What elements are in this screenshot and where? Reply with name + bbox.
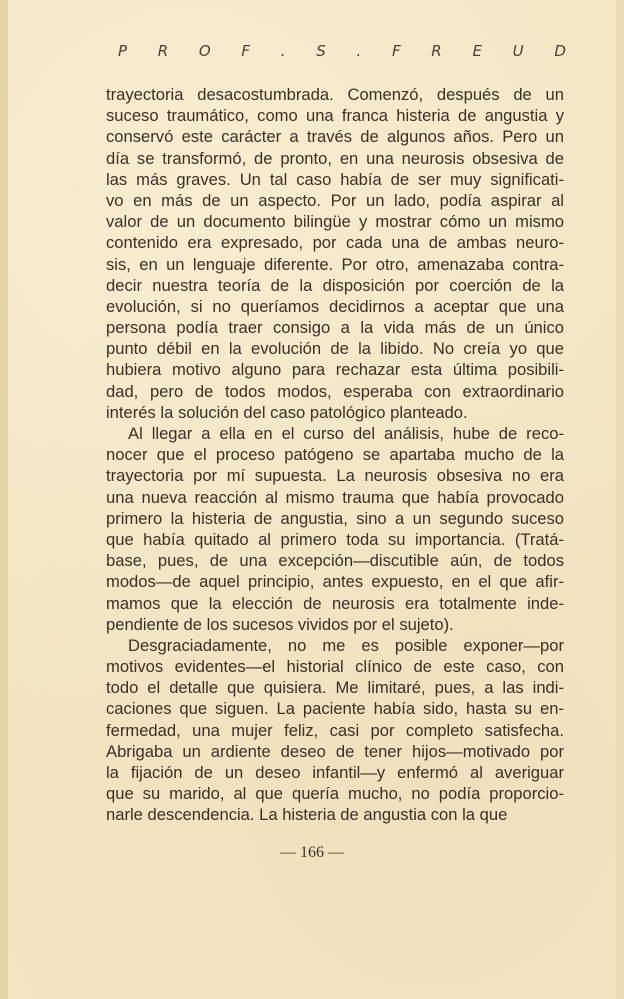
text-line: Al llegar a ella en el curso del análisis, hube de reco- <box>128 424 564 443</box>
running-head-letter: U <box>512 42 524 60</box>
text-line: base, pues, de una excepción—discutible aún, de todos <box>106 551 564 571</box>
text-line: día se transformó, de pronto, en una neurosis obsesiva de <box>106 148 564 168</box>
text-line: trayectoria desacostumbrada. Comenzó, después de un <box>106 85 564 104</box>
text-line: modos—de aquel principio, antes expuesto, en el que afir- <box>106 572 564 592</box>
text-line: contenido era expresado, por cada una de ambas neuro- <box>106 233 564 253</box>
text-line: evolución, si no queríamos decidirnos a aceptar que una <box>106 296 564 316</box>
running-head-letter: E <box>472 42 482 60</box>
running-head-letter: R <box>157 42 169 60</box>
text-line: decir nuestra teoría de la disposición por coerción de la <box>106 275 564 295</box>
text-line: las más graves. Un tal caso había de ser muy significati- <box>106 169 564 189</box>
text-line: pendiente de los sucesos vividos por el sujeto). <box>106 614 454 634</box>
running-head-letter: O <box>198 42 211 60</box>
running-head-letter: P <box>118 42 128 60</box>
text-line: Abrigaba un ardiente deseo de tener hijos—motivado por <box>106 741 564 761</box>
running-head-letter: F <box>391 42 401 60</box>
text-line: interés la solución del caso patológico planteado. <box>106 402 468 422</box>
text-line: suceso traumático, como una franca histeria de angustia y <box>106 106 564 126</box>
text-line: Desgraciadamente, no me es posible exponer—por <box>128 635 564 655</box>
paragraph <box>106 635 564 826</box>
text-line: mamos que la elección de neurosis era totalmente inde- <box>106 593 564 613</box>
text-line: que había quitado al primero toda su importancia. (Tratá- <box>106 529 564 549</box>
text-line: fermedad, una mujer feliz, casi por completo satisfecha. <box>106 720 564 740</box>
text-line: todo el detalle que quisiera. Me limitaré, pues, a las indi- <box>106 678 564 698</box>
text-line: trayectoria por mí supuesta. La neurosis obsesiva no era <box>106 466 564 486</box>
running-head <box>118 42 566 60</box>
text-line: que su marido, al que quería mucho, no podía proporcio- <box>106 784 564 804</box>
text-line: valor de un documento bilingüe y mostrar cómo un mismo <box>106 212 564 232</box>
paragraph <box>106 84 564 423</box>
text-line: hubiera motivo alguno para rechazar esta última posibili- <box>106 360 564 380</box>
text-line: una nueva reacción al mismo trauma que había provocado <box>106 487 564 507</box>
body-text <box>106 84 564 826</box>
text-line: punto débil en la evolución de la libido. No creía yo que <box>106 339 564 359</box>
running-head-letter: S <box>316 42 326 60</box>
running-head-letter: . <box>356 42 362 60</box>
text-line: persona podía traer consigo a la vida más de un único <box>106 318 564 338</box>
running-head-letter: F <box>241 42 251 60</box>
running-head-letter: . <box>280 42 286 60</box>
text-line: narle descendencia. La histeria de angustia con la que <box>106 805 508 825</box>
running-head-letter: R <box>431 42 442 60</box>
text-line: motivos evidentes—el historial clínico de este caso, con <box>106 657 564 677</box>
running-head-letter: D <box>554 42 566 60</box>
text-line: caciones que siguen. La paciente había sido, hasta su en- <box>106 699 564 719</box>
text-line: nocer que el proceso patógeno se apartaba mucho de la <box>106 445 564 465</box>
paragraph <box>106 423 564 635</box>
text-line: la fijación de un deseo infantil—y enfermó al averiguar <box>106 763 564 782</box>
text-line: primero la histeria de angustia, sino a un segundo suceso <box>106 508 564 528</box>
text-line: conservó este carácter a través de algunos años. Pero un <box>106 127 564 147</box>
text-line: sis, en un lenguaje diferente. Por otro, amenazaba contra- <box>106 254 564 274</box>
text-line: dad, pero de todos modos, esperaba con extraordinario <box>106 381 564 401</box>
text-line: vo en más de un aspecto. Por un lado, podía aspirar al <box>106 190 564 210</box>
page-number: — 166 — <box>280 844 344 861</box>
